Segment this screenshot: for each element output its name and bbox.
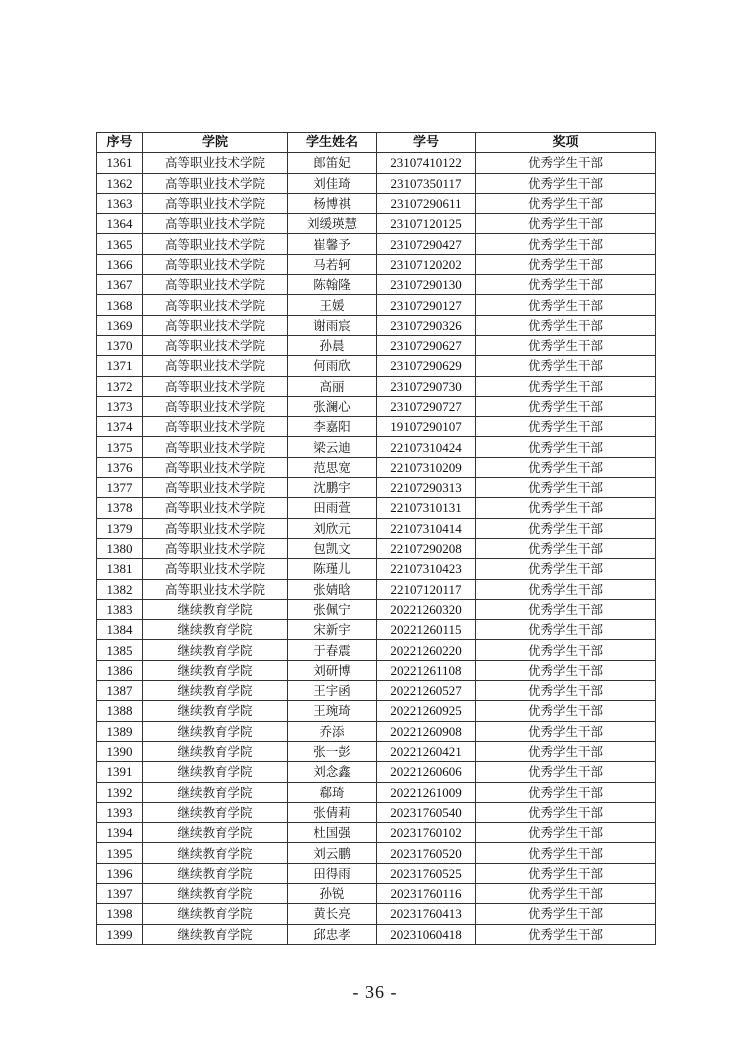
cell-award: 优秀学生干部 [476,741,656,761]
cell-college: 高等职业技术学院 [143,457,288,477]
cell-college: 高等职业技术学院 [143,295,288,315]
cell-college: 高等职业技术学院 [143,335,288,355]
cell-seq: 1383 [97,599,143,619]
cell-award: 优秀学生干部 [476,478,656,498]
cell-award: 优秀学生干部 [476,823,656,843]
cell-student-id: 22107290313 [377,478,476,498]
cell-student-id: 23107350117 [377,173,476,193]
cell-student-id: 20221260220 [377,640,476,660]
cell-student-name: 孙锐 [288,883,377,903]
cell-seq: 1385 [97,640,143,660]
cell-student-name: 张佩宁 [288,599,377,619]
table-row [97,457,656,477]
table-row [97,843,656,863]
table-row [97,295,656,315]
cell-college: 高等职业技术学院 [143,356,288,376]
cell-student-id: 20231760413 [377,904,476,924]
cell-seq: 1373 [97,396,143,416]
cell-award: 优秀学生干部 [476,173,656,193]
cell-student-name: 宋新宇 [288,620,377,640]
table-row [97,335,656,355]
cell-award: 优秀学生干部 [476,660,656,680]
cell-college: 继续教育学院 [143,681,288,701]
cell-seq: 1369 [97,315,143,335]
cell-seq: 1367 [97,275,143,295]
award-roster-table [96,132,656,945]
cell-award: 优秀学生干部 [476,275,656,295]
page-number: - 36 - [352,982,398,1002]
cell-seq: 1393 [97,802,143,822]
cell-student-id: 20231760540 [377,802,476,822]
cell-student-id: 22107310424 [377,437,476,457]
cell-seq: 1398 [97,904,143,924]
cell-student-id: 20221260115 [377,620,476,640]
table-row [97,701,656,721]
cell-college: 继续教育学院 [143,904,288,924]
cell-college: 继续教育学院 [143,802,288,822]
cell-college: 高等职业技术学院 [143,417,288,437]
table-row [97,924,656,944]
cell-college: 继续教育学院 [143,762,288,782]
table-row [97,620,656,640]
cell-seq: 1394 [97,823,143,843]
cell-award: 优秀学生干部 [476,640,656,660]
table-row [97,802,656,822]
cell-student-name: 刘欣元 [288,518,377,538]
cell-college: 继续教育学院 [143,782,288,802]
table-row [97,214,656,234]
cell-college: 继续教育学院 [143,741,288,761]
cell-college: 高等职业技术学院 [143,579,288,599]
cell-college: 继续教育学院 [143,843,288,863]
cell-seq: 1390 [97,741,143,761]
cell-student-id: 23107290427 [377,234,476,254]
cell-college: 高等职业技术学院 [143,275,288,295]
table-row [97,599,656,619]
cell-student-id: 20231760102 [377,823,476,843]
table-row [97,153,656,173]
table-row [97,478,656,498]
table-header-row [97,133,656,153]
cell-student-id: 22107310414 [377,518,476,538]
cell-student-name: 包凯文 [288,538,377,558]
cell-award: 优秀学生干部 [476,904,656,924]
table-row [97,356,656,376]
cell-college: 高等职业技术学院 [143,173,288,193]
cell-student-name: 刘云鹏 [288,843,377,863]
table-row [97,254,656,274]
table-row [97,579,656,599]
cell-college: 高等职业技术学院 [143,437,288,457]
cell-student-id: 20231760520 [377,843,476,863]
header-college: 学院 [143,133,288,153]
cell-student-id: 20221261009 [377,782,476,802]
cell-seq: 1363 [97,193,143,213]
cell-student-id: 23107290727 [377,396,476,416]
cell-college: 高等职业技术学院 [143,538,288,558]
cell-student-name: 张倩莉 [288,802,377,822]
cell-college: 继续教育学院 [143,620,288,640]
cell-award: 优秀学生干部 [476,924,656,944]
cell-student-id: 20221260925 [377,701,476,721]
cell-seq: 1399 [97,924,143,944]
cell-seq: 1386 [97,660,143,680]
cell-student-name: 沈鹏宇 [288,478,377,498]
cell-seq: 1397 [97,883,143,903]
cell-student-name: 陈翰隆 [288,275,377,295]
header-student-name: 学生姓名 [288,133,377,153]
cell-seq: 1379 [97,518,143,538]
table-row [97,559,656,579]
table-row [97,173,656,193]
cell-college: 高等职业技术学院 [143,396,288,416]
table-row [97,234,656,254]
cell-student-name: 孙晨 [288,335,377,355]
cell-college: 高等职业技术学院 [143,234,288,254]
cell-student-name: 刘佳琦 [288,173,377,193]
cell-seq: 1374 [97,417,143,437]
cell-student-name: 刘缓瑛慧 [288,214,377,234]
header-seq: 序号 [97,133,143,153]
cell-student-id: 23107290326 [377,315,476,335]
cell-student-id: 22107310423 [377,559,476,579]
cell-college: 高等职业技术学院 [143,153,288,173]
cell-award: 优秀学生干部 [476,254,656,274]
cell-student-id: 20221260527 [377,681,476,701]
cell-student-id: 20221260421 [377,741,476,761]
cell-seq: 1368 [97,295,143,315]
cell-award: 优秀学生干部 [476,356,656,376]
cell-student-id: 20221260908 [377,721,476,741]
cell-award: 优秀学生干部 [476,417,656,437]
cell-seq: 1376 [97,457,143,477]
table-row [97,762,656,782]
cell-college: 继续教育学院 [143,599,288,619]
cell-seq: 1371 [97,356,143,376]
cell-college: 继续教育学院 [143,660,288,680]
cell-student-name: 邱忠孝 [288,924,377,944]
cell-college: 继续教育学院 [143,640,288,660]
cell-student-name: 杜国强 [288,823,377,843]
cell-college: 继续教育学院 [143,924,288,944]
cell-seq: 1362 [97,173,143,193]
cell-seq: 1384 [97,620,143,640]
cell-seq: 1375 [97,437,143,457]
cell-seq: 1392 [97,782,143,802]
cell-student-id: 23107290730 [377,376,476,396]
table-row [97,437,656,457]
cell-college: 高等职业技术学院 [143,478,288,498]
cell-college: 继续教育学院 [143,701,288,721]
cell-student-id: 20221260606 [377,762,476,782]
cell-award: 优秀学生干部 [476,782,656,802]
cell-college: 高等职业技术学院 [143,376,288,396]
cell-student-name: 高丽 [288,376,377,396]
table-row [97,315,656,335]
table-row [97,640,656,660]
cell-student-name: 崔馨予 [288,234,377,254]
cell-student-id: 23107120202 [377,254,476,274]
cell-seq: 1377 [97,478,143,498]
cell-award: 优秀学生干部 [476,599,656,619]
cell-seq: 1372 [97,376,143,396]
header-student-id: 学号 [377,133,476,153]
cell-award: 优秀学生干部 [476,620,656,640]
cell-student-id: 23107290627 [377,335,476,355]
cell-seq: 1364 [97,214,143,234]
cell-student-name: 刘念鑫 [288,762,377,782]
cell-student-name: 范思宽 [288,457,377,477]
cell-seq: 1378 [97,498,143,518]
cell-student-id: 23107290127 [377,295,476,315]
cell-award: 优秀学生干部 [476,498,656,518]
cell-seq: 1365 [97,234,143,254]
cell-student-name: 张婧晗 [288,579,377,599]
table-row [97,863,656,883]
header-award: 奖项 [476,133,656,153]
cell-award: 优秀学生干部 [476,457,656,477]
cell-award: 优秀学生干部 [476,701,656,721]
table-row [97,741,656,761]
cell-award: 优秀学生干部 [476,559,656,579]
cell-award: 优秀学生干部 [476,295,656,315]
cell-student-name: 杨博祺 [288,193,377,213]
cell-student-id: 23107290629 [377,356,476,376]
cell-award: 优秀学生干部 [476,883,656,903]
cell-seq: 1388 [97,701,143,721]
table-row [97,275,656,295]
cell-award: 优秀学生干部 [476,193,656,213]
cell-student-name: 郗琦 [288,782,377,802]
cell-student-id: 20221260320 [377,599,476,619]
cell-award: 优秀学生干部 [476,802,656,822]
cell-award: 优秀学生干部 [476,396,656,416]
cell-award: 优秀学生干部 [476,234,656,254]
cell-student-name: 田得雨 [288,863,377,883]
cell-student-id: 19107290107 [377,417,476,437]
cell-student-name: 李嘉阳 [288,417,377,437]
table-row [97,193,656,213]
cell-student-id: 20231760116 [377,883,476,903]
cell-seq: 1391 [97,762,143,782]
cell-student-name: 陈瑾儿 [288,559,377,579]
cell-award: 优秀学生干部 [476,315,656,335]
table-row [97,376,656,396]
table-row [97,904,656,924]
cell-seq: 1381 [97,559,143,579]
table-row [97,498,656,518]
cell-college: 继续教育学院 [143,883,288,903]
cell-student-name: 乔添 [288,721,377,741]
cell-seq: 1370 [97,335,143,355]
cell-college: 高等职业技术学院 [143,518,288,538]
cell-student-name: 王宇函 [288,681,377,701]
cell-student-id: 23107290611 [377,193,476,213]
cell-award: 优秀学生干部 [476,214,656,234]
cell-college: 高等职业技术学院 [143,214,288,234]
cell-award: 优秀学生干部 [476,863,656,883]
cell-award: 优秀学生干部 [476,335,656,355]
cell-seq: 1361 [97,153,143,173]
cell-student-name: 于春震 [288,640,377,660]
cell-award: 优秀学生干部 [476,153,656,173]
cell-college: 继续教育学院 [143,823,288,843]
cell-student-name: 王琬琦 [288,701,377,721]
cell-student-id: 22107310131 [377,498,476,518]
cell-student-name: 郎笛妃 [288,153,377,173]
cell-student-name: 谢雨宸 [288,315,377,335]
cell-student-id: 20231760525 [377,863,476,883]
table-row [97,823,656,843]
cell-college: 高等职业技术学院 [143,315,288,335]
cell-award: 优秀学生干部 [476,681,656,701]
cell-student-id: 23107410122 [377,153,476,173]
cell-student-id: 22107290208 [377,538,476,558]
cell-seq: 1380 [97,538,143,558]
cell-student-name: 张澜心 [288,396,377,416]
cell-college: 高等职业技术学院 [143,193,288,213]
table-row [97,721,656,741]
cell-award: 优秀学生干部 [476,762,656,782]
cell-college: 高等职业技术学院 [143,254,288,274]
cell-student-id: 20231060418 [377,924,476,944]
cell-seq: 1366 [97,254,143,274]
cell-college: 高等职业技术学院 [143,498,288,518]
cell-award: 优秀学生干部 [476,437,656,457]
cell-college: 高等职业技术学院 [143,559,288,579]
cell-student-id: 20221261108 [377,660,476,680]
cell-student-name: 何雨欣 [288,356,377,376]
cell-college: 继续教育学院 [143,863,288,883]
table-row [97,396,656,416]
cell-award: 优秀学生干部 [476,376,656,396]
table-row [97,417,656,437]
table-row [97,660,656,680]
table-row [97,782,656,802]
table-row [97,681,656,701]
cell-student-name: 田雨萱 [288,498,377,518]
cell-award: 优秀学生干部 [476,538,656,558]
cell-award: 优秀学生干部 [476,579,656,599]
table-row [97,538,656,558]
cell-seq: 1395 [97,843,143,863]
cell-student-name: 梁云迪 [288,437,377,457]
cell-student-id: 22107120117 [377,579,476,599]
cell-student-id: 23107120125 [377,214,476,234]
cell-student-name: 王媛 [288,295,377,315]
cell-award: 优秀学生干部 [476,518,656,538]
cell-seq: 1396 [97,863,143,883]
cell-student-name: 黄长亮 [288,904,377,924]
table-row [97,518,656,538]
cell-college: 继续教育学院 [143,721,288,741]
table-body [97,153,656,945]
cell-student-id: 23107290130 [377,275,476,295]
cell-student-name: 马若轲 [288,254,377,274]
table-row [97,883,656,903]
cell-award: 优秀学生干部 [476,721,656,741]
cell-award: 优秀学生干部 [476,843,656,863]
cell-seq: 1389 [97,721,143,741]
cell-seq: 1387 [97,681,143,701]
cell-student-name: 刘研博 [288,660,377,680]
cell-student-id: 22107310209 [377,457,476,477]
cell-seq: 1382 [97,579,143,599]
cell-student-name: 张一彭 [288,741,377,761]
